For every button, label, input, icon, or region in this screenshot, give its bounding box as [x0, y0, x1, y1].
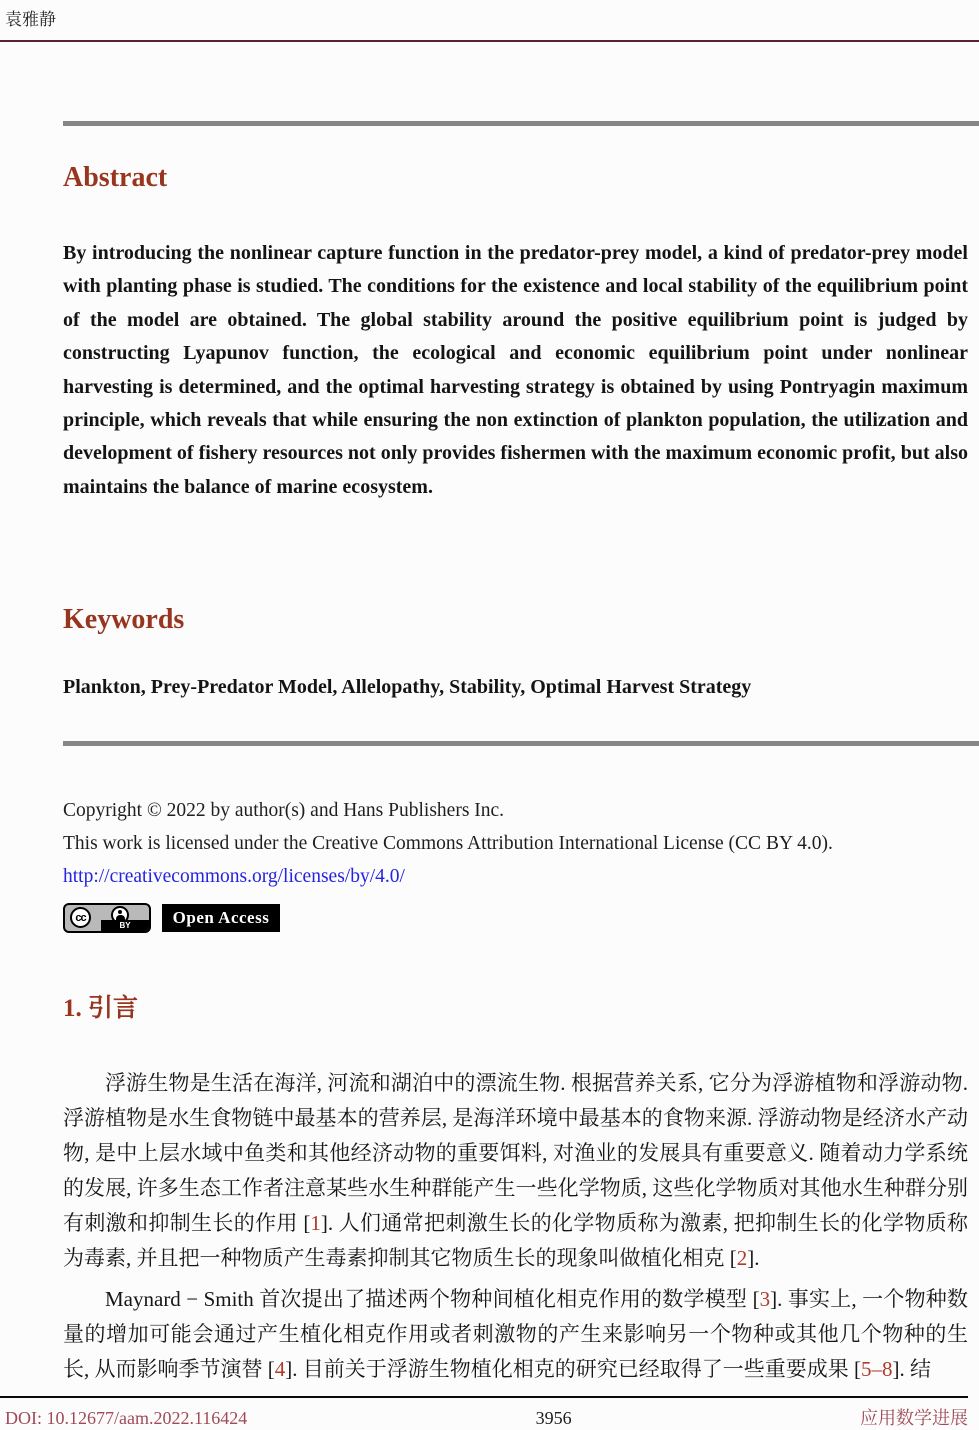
introduction-paragraph-1: [63, 1066, 968, 1276]
license-badges-row: [63, 903, 968, 933]
footer-doi: DOI: 10.12677/aam.2022.116424: [5, 1408, 248, 1428]
cc-by-license-badge[interactable]: [63, 903, 151, 933]
open-access-label: Open Access: [172, 908, 270, 927]
keywords-heading: Keywords: [63, 604, 185, 635]
license-url-link[interactable]: http://creativecommons.org/licenses/by/4.0/: [63, 866, 405, 887]
section-heading-introduction: 1. 引言: [63, 995, 139, 1022]
header-rule: [0, 40, 979, 42]
copyright-block: [63, 794, 968, 893]
citation-ref-2[interactable]: 2: [736, 1246, 748, 1270]
open-access-badge[interactable]: [162, 904, 280, 932]
paragraph-text: ]. 事实上, 一个物种数量的增加可能会通过产生植化相克作用或者刺激物的产生来影响另一个物种或其他几个物种的生长, 从而影响季节演替 [: [63, 1287, 968, 1381]
citation-ref-3[interactable]: 3: [759, 1287, 771, 1311]
abstract-text: By introducing the nonlinear capture function in the predator-prey model, a kind of predator-prey model with planting phase is studied. The conditions for the existence and local stability of the equilibrium point of the model are obtained. The global stability around the positive equilibrium point is judged by constructing Lyapunov function, the ecological and economic equilibrium point under nonlinear harvesting is determined, and the optimal harvesting strategy is obtained by using Pontryagin maximum principle, which reveals that while ensuring the non extinction of plankton population, the utilization and development of fishery resources not only provides fishermen with the maximum economic profit, but also maintains the balance of marine ecosystem.: [63, 242, 968, 498]
footer-rule: [0, 1396, 968, 1398]
license-line: This work is licensed under the Creative Commons Attribution International License (CC BY 4.0).: [63, 833, 833, 854]
paragraph-text: ]. 人们通常把刺激生长的化学物质称为激素, 把抑制生长的化学物质称为毒素, 并且把一种物质产生毒素抑制其它物质生长的现象叫做植化相克 [: [63, 1211, 968, 1270]
paragraph-text: 浮游生物是生活在海洋, 河流和湖泊中的漂流生物. 根据营养关系, 它分为浮游植物和浮游动物. 浮游植物是水生食物链中最基本的营养层, 是海洋环境中最基本的食物来源. 浮游动物是经济水产动物, 是中上层水域中鱼类和其他经济动物的重要饵料, 对渔业的发展具有重要意义. 随着动力学系统的发展, 许多生态工作者注意某些水生种群能产生一些化学物质, 这些化学物质对其他水生种群分别有刺激和抑制生长的作用 [: [63, 1071, 968, 1235]
citation-ref-5-8[interactable]: 5–8: [860, 1357, 893, 1381]
paragraph-text: ]. 结: [892, 1357, 931, 1381]
abstract-heading: Abstract: [63, 162, 168, 193]
footer: [5, 1404, 968, 1430]
footer-page-number: 3956: [535, 1408, 572, 1428]
citation-ref-1[interactable]: 1: [310, 1211, 321, 1235]
paragraph-text: ]. 目前关于浮游生物植化相克的研究已经取得了一些重要成果 [: [285, 1357, 861, 1381]
running-header-author: 袁雅静: [5, 10, 56, 29]
by-label: BY: [101, 920, 149, 931]
keywords-text: Plankton, Prey-Predator Model, Allelopathy, Stability, Optimal Harvest Strategy: [63, 676, 752, 698]
cc-icon: cc: [70, 907, 91, 928]
copyright-line: Copyright © 2022 by author(s) and Hans Publishers Inc.: [63, 800, 505, 821]
section-divider-bar-bottom: [63, 741, 979, 746]
citation-ref-4[interactable]: 4: [274, 1357, 286, 1381]
introduction-paragraph-2: [63, 1282, 968, 1387]
footer-journal-name: 应用数学进展: [860, 1408, 968, 1428]
paragraph-text: Maynard − Smith 首次提出了描述两个物种间植化相克作用的数学模型 [: [105, 1287, 760, 1311]
section-divider-bar-top: [63, 121, 979, 126]
paragraph-text: ].: [747, 1246, 760, 1270]
